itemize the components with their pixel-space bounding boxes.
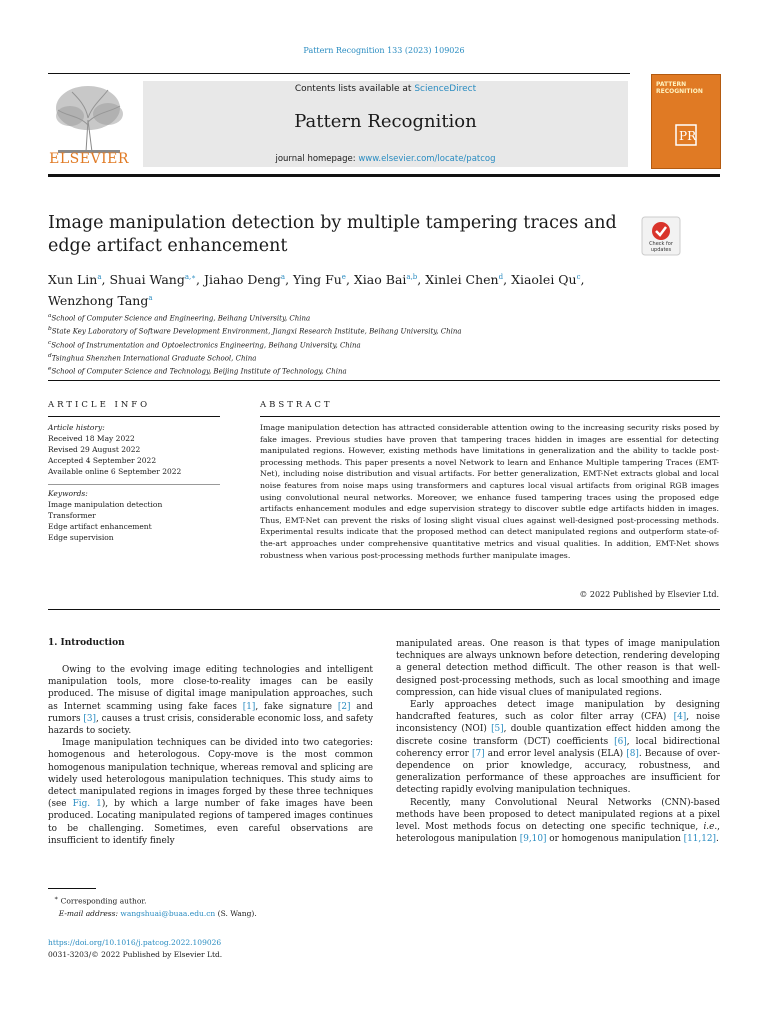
citation-link[interactable]: [6] <box>614 736 627 747</box>
history-item: Available online 6 September 2022 <box>48 467 182 476</box>
homepage-line <box>143 154 628 164</box>
affiliation-mark: e <box>48 366 52 373</box>
affiliation <box>48 324 648 337</box>
paragraph <box>48 664 373 737</box>
figure-link[interactable]: Fig. 1 <box>72 799 102 810</box>
citation-link[interactable]: [11,12] <box>683 834 716 845</box>
corresponding-author-note <box>54 893 374 908</box>
text: (S. Wang). <box>215 908 257 918</box>
crossmark-label: Check for updates <box>649 241 673 253</box>
affiliation-mark: b <box>48 326 52 333</box>
text: Recently, many Convolutional Neural Networks (CNN)-based methods have been proposed to detect manipulated regions at a pixel level. Most methods focus on detecting one specific technique, <box>396 797 720 833</box>
elsevier-wordmark: ELSEVIER <box>49 151 129 167</box>
section-rule <box>48 380 720 381</box>
citation-link[interactable]: [7] <box>472 748 485 759</box>
history-item: Accepted 4 September 2022 <box>48 456 157 465</box>
doi-link[interactable]: https://doi.org/10.1016/j.patcog.2022.109026 <box>48 938 222 947</box>
email-label: E-mail address: <box>58 908 119 918</box>
header-rule <box>48 73 630 74</box>
footnote-rule <box>48 888 96 889</box>
body-column-right <box>396 638 720 845</box>
cover-title: PATTERN RECOGNITION <box>656 81 703 95</box>
keywords <box>48 488 228 543</box>
author-name[interactable]: Xiao Bai <box>353 272 407 288</box>
text: i.e. <box>703 822 718 833</box>
affiliation-mark: c <box>48 339 52 346</box>
article-info-heading: ARTICLE INFO <box>48 400 151 410</box>
check-for-updates-badge[interactable] <box>641 216 681 256</box>
text: , heterologous manipulation <box>396 822 720 845</box>
elsevier-logo <box>48 80 130 170</box>
journal-citation[interactable]: Pattern Recognition 133 (2023) 109026 <box>303 46 465 55</box>
author-list: Xun Lin$^a$, Shuai Wang$^{a,∗}$, Jiahao Deng$^a$, Ying Fu$^e$, Xiao Bai$^{a,b}$, Xinlei Chen$^d$, Xiaolei Qu$^c$, Wenzhong Tang$^a$ <box>48 272 585 309</box>
citation-link[interactable]: [5] <box>491 724 504 735</box>
paragraph <box>396 699 720 797</box>
affiliation <box>48 351 648 364</box>
footnote <box>54 893 374 920</box>
citation-link[interactable]: [9,10] <box>519 834 547 845</box>
text: or homogenous manipulation <box>546 834 684 845</box>
author-affil-mark[interactable]: a,∗ <box>184 273 196 281</box>
issn-line: 0031-3203/© 2022 Published by Elsevier Ltd. <box>48 950 223 959</box>
keyword: Edge supervision <box>48 533 114 542</box>
citation-link[interactable]: [2] <box>337 701 351 712</box>
history-item: Received 18 May 2022 <box>48 434 135 443</box>
abstract-end-rule <box>48 609 720 610</box>
paragraph <box>396 797 720 846</box>
article-history <box>48 422 228 477</box>
paragraph <box>48 737 373 847</box>
author-name[interactable]: Xun Lin <box>48 272 98 288</box>
homepage-link[interactable]: www.elsevier.com/locate/patcog <box>358 154 496 164</box>
svg-text:PR: PR <box>679 129 697 143</box>
header-thick-rule <box>48 174 720 177</box>
author-affil-mark[interactable]: a,b <box>406 273 418 281</box>
keyword: Transformer <box>48 511 96 520</box>
text: , double quantization effect hidden among the discrete cosine transform (DCT) coefficients <box>396 724 721 747</box>
keywords-rule <box>48 484 220 485</box>
affiliation-text: State Key Laboratory of Software Development Environment, Jiangxi Research Institute, Beihang University, China <box>51 327 462 336</box>
citation-link[interactable]: [1] <box>242 701 256 712</box>
author-affil-mark[interactable]: a <box>97 273 102 281</box>
keyword: Edge artifact enhancement <box>48 522 152 531</box>
keywords-label: Keywords: <box>48 489 88 498</box>
contents-line <box>143 84 628 94</box>
affiliation-mark: a <box>48 313 52 319</box>
abstract-text: Image manipulation detection has attracted considerable attention owing to the increasing security risks posed by fake images. Previous studies have proven that tampering traces hidden in images are essential for detecting manipulated regions. However, existing methods have limitations in generalization and the ability to tackle post-processing methods. This paper presents a novel Network to learn and Enhance Multiple tampering Traces (EMT-Net), including noise distribution and visual artifacts. For better generalization, EMT-Net extracts global and local noise features from noise maps using transformers and captures local visual artifacts from original RGB images using convolutional neural networks. Moreover, we enhance fused tampering traces using the proposed edge artifacts enhancement modules and edge supervision strategy to discover subtle edge artifacts hidden in images. Thus, EMT-Net can prevent the risks of losing slight visual clues against well-designed post-processing methods. Experimental results indicate that the proposed method can detect manipulated regions and outperform state-of-the-art approaches under comprehensive quantitative metrics and visual qualities. In addition, EMT-Net shows robustness when various post-processing methods further manipulate images. <box>260 423 719 560</box>
contents-prefix: Contents lists available at <box>294 84 415 94</box>
sciencedirect-link[interactable]: ScienceDirect <box>414 84 477 94</box>
footnote-mark: ∗ <box>54 895 59 902</box>
text: Corresponding author. <box>60 896 147 906</box>
text: , noise inconsistency (NOI) <box>396 712 720 735</box>
text: . Because of over-dependence on prior knowledge, accuracy, robustness, and generalization performance of these approaches are insufficient for detecting rapidly evolving manipulation techniques. <box>396 748 721 796</box>
affiliation <box>48 364 648 377</box>
abstract-rule <box>260 416 720 417</box>
citation-link[interactable]: [3] <box>83 713 96 724</box>
text: ), by which a large number of fake images have been produced. Locating manipulated regions of tampered images continues to be challenging. Sometimes, even careful observations are insufficient to identify finely <box>48 799 373 846</box>
text: Early approaches detect image manipulation by designing handcrafted features, such as color filter array (CFA) <box>396 700 720 723</box>
abstract-copyright: © 2022 Published by Elsevier Ltd. <box>579 590 719 599</box>
author-name[interactable]: Wenzhong Tang <box>48 293 149 309</box>
affiliations <box>48 311 648 378</box>
text: and rumors <box>48 701 373 724</box>
email-link[interactable]: wangshuai@buaa.edu.cn <box>120 908 216 918</box>
text: and error level analysis (ELA) <box>484 748 627 759</box>
cover-emblem-icon <box>674 123 698 147</box>
homepage-prefix: journal homepage: <box>275 154 359 164</box>
author-name[interactable]: Jiahao Deng <box>203 272 281 288</box>
citation-link[interactable]: [8] <box>626 748 639 759</box>
affiliation-text: School of Instrumentation and Optoelectronics Engineering, Beihang University, China <box>51 340 361 349</box>
affiliation-text: School of Computer Science and Engineering, Beihang University, China <box>51 314 311 323</box>
history-label: Article history: <box>48 423 105 432</box>
author-affil-mark[interactable]: a <box>280 273 286 281</box>
author-name[interactable]: Xiaolei Qu <box>511 272 577 288</box>
journal-banner <box>143 81 628 167</box>
author-name[interactable]: Shuai Wang <box>109 272 185 288</box>
text: , local bidirectional coherency error <box>396 736 720 759</box>
affiliation <box>48 338 648 351</box>
journal-name: Pattern Recognition <box>294 111 477 132</box>
article-title: Image manipulation detection by multiple tampering traces and edge artifact enhancement <box>48 213 617 256</box>
email-note <box>54 908 374 920</box>
author-name[interactable]: Ying Fu <box>293 272 342 288</box>
affiliation-mark: d <box>48 352 52 359</box>
introduction-heading: 1. Introduction <box>48 638 125 648</box>
author-affil-mark[interactable]: e <box>341 273 346 281</box>
affiliation-text: School of Computer Science and Technology, Beijing Institute of Technology, China <box>51 367 347 376</box>
author-affil-mark[interactable]: d <box>498 273 504 281</box>
history-item: Revised 29 August 2022 <box>48 445 141 454</box>
author-affil-mark[interactable]: a <box>148 294 153 303</box>
article-info-rule <box>48 416 220 417</box>
author-affil-mark[interactable]: c <box>576 273 581 281</box>
text: Image manipulation techniques can be divided into two categories: homogenous and heterologous. Copy-move is the most common homogenous manipulation technique, whereas removal and splicing are widely used heterologous manipulation techniques. This study aims to detect manipulated regions in images forged by these three techniques (see <box>48 738 373 810</box>
body-column-left <box>48 664 373 847</box>
text: . <box>715 834 719 845</box>
affiliation <box>48 311 648 324</box>
affiliation-text: Tsinghua Shenzhen International Graduate School, China <box>51 354 257 363</box>
text: , fake signature <box>255 701 338 712</box>
text: Owing to the evolving image editing technologies and intelligent manipulation tools, more close-to-reality images can be easily produced. The misuse of digital image manipulation approaches, such as Internet scamming using fake faces <box>48 665 373 712</box>
citation-link[interactable]: [4] <box>673 712 687 723</box>
text: , causes a trust crisis, considerable economic loss, and safety hazards to society. <box>48 713 373 737</box>
abstract-heading: ABSTRACT <box>260 400 333 410</box>
journal-cover-image[interactable] <box>651 74 721 169</box>
keyword: Image manipulation detection <box>48 500 163 509</box>
paragraph: manipulated areas. One reason is that types of image manipulation techniques are always unknown before detection, rendering developing a general detection method difficult. The other reason is that well-designed post-processing methods, such as local smoothing and image compression, can hide visual clues of manipulated regions. <box>396 639 720 698</box>
author-name[interactable]: Xinlei Chen <box>425 272 499 288</box>
